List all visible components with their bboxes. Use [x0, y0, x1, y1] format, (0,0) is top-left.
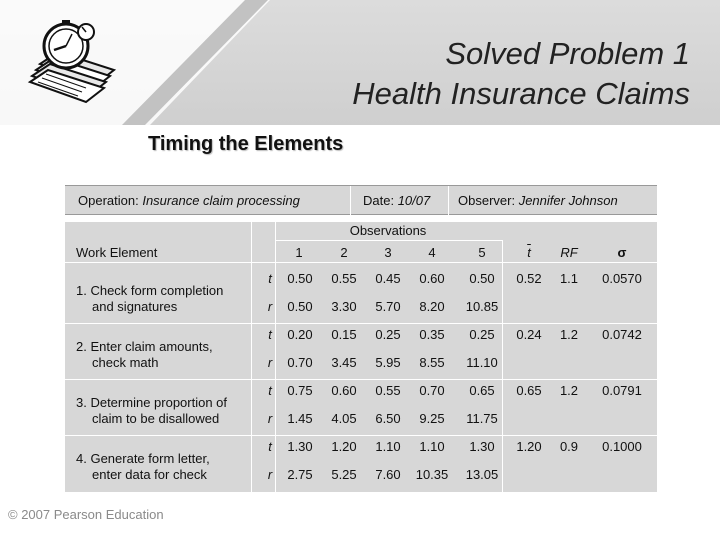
sigma-cell: 0.0742 [602, 327, 642, 342]
time-row-label: t [268, 383, 272, 398]
operation-value: Insurance claim processing [142, 193, 300, 208]
time-row-label: t [268, 439, 272, 454]
time-cell: 0.45 [375, 271, 401, 286]
work-element-label [76, 451, 210, 483]
row-divider [65, 379, 657, 380]
observer-label: Observer: [458, 193, 516, 208]
time-cell: 1.30 [469, 439, 495, 454]
work-element-header: Work Element [76, 245, 158, 260]
operation-field [78, 186, 300, 216]
time-cell: 0.35 [419, 327, 445, 342]
sigma-cell: 0.0570 [602, 271, 642, 286]
reading-cell: 1.45 [287, 411, 313, 426]
reading-cell: 9.25 [419, 411, 445, 426]
reading-row-label: r [267, 411, 273, 426]
work-element-label-line-1: 2. Enter claim amounts, [76, 339, 213, 354]
reading-cell: 5.25 [331, 467, 357, 482]
divider [350, 186, 351, 216]
rf-cell: 1.2 [559, 327, 579, 342]
time-cell: 0.25 [469, 327, 495, 342]
page-title [190, 34, 690, 114]
tbar-cell: 0.65 [516, 383, 542, 398]
time-cell: 1.10 [375, 439, 401, 454]
work-element-label-line-2: enter data for check [92, 467, 207, 482]
observer-value: Jennifer Johnson [518, 193, 618, 208]
work-element-label-line-2: check math [92, 355, 159, 370]
observations-header: Observations [349, 223, 427, 238]
divider [448, 186, 449, 216]
reading-cell: 10.85 [465, 299, 499, 314]
time-cell: 0.50 [469, 271, 495, 286]
reading-row-label: r [267, 467, 273, 482]
row-divider [65, 323, 657, 324]
time-cell: 0.60 [331, 383, 357, 398]
reading-cell: 2.75 [287, 467, 313, 482]
date-value: 10/07 [397, 193, 431, 208]
reading-cell: 0.50 [287, 299, 313, 314]
row-divider [275, 240, 502, 241]
obs-col-1-header: 1 [295, 245, 303, 260]
tbar-cell: 1.20 [516, 439, 542, 454]
reading-cell: 7.60 [375, 467, 401, 482]
reading-cell: 5.95 [375, 355, 401, 370]
time-cell: 0.75 [287, 383, 313, 398]
reading-cell: 11.75 [466, 411, 498, 426]
sigma-header: σ [617, 245, 627, 260]
rf-cell: 0.9 [559, 439, 579, 454]
work-element-label-line-1: 1. Check form completion [76, 283, 224, 298]
date-label: Date: [363, 193, 395, 208]
time-cell: 0.70 [419, 383, 445, 398]
work-element-label [76, 339, 213, 371]
time-cell: 1.30 [287, 439, 313, 454]
reading-cell: 11.10 [466, 355, 498, 370]
tbar-cell: 0.24 [516, 327, 542, 342]
time-row-label: t [268, 327, 272, 342]
operation-info-bar [65, 185, 657, 215]
rf-cell: 1.1 [559, 271, 579, 286]
reading-row-label: r [267, 355, 273, 370]
reading-cell: 10.35 [415, 467, 449, 482]
work-element-label-line-1: 4. Generate form letter, [76, 451, 210, 466]
time-cell: 0.50 [287, 271, 313, 286]
reading-cell: 8.55 [419, 355, 445, 370]
obs-col-2-header: 2 [340, 245, 348, 260]
time-cell: 0.60 [419, 271, 445, 286]
time-cell: 1.10 [419, 439, 445, 454]
time-cell: 0.15 [331, 327, 357, 342]
reading-cell: 3.30 [331, 299, 357, 314]
observer-field [458, 186, 618, 216]
row-divider [65, 262, 657, 263]
reading-cell: 8.20 [419, 299, 445, 314]
time-cell: 0.55 [331, 271, 357, 286]
title-line-1: Solved Problem 1 [445, 36, 690, 71]
time-cell: 0.65 [469, 383, 495, 398]
work-element-label-line-2: and signatures [92, 299, 178, 314]
reading-cell: 6.50 [375, 411, 401, 426]
row-divider [65, 435, 657, 436]
obs-col-3-header: 3 [384, 245, 392, 260]
reading-row-label: r [267, 299, 273, 314]
reading-cell: 4.05 [331, 411, 357, 426]
obs-col-4-header: 4 [428, 245, 436, 260]
stopwatch-papers-icon [18, 12, 128, 112]
rf-header: RF [560, 245, 578, 260]
title-line-2: Health Insurance Claims [352, 76, 690, 111]
reading-cell: 3.45 [331, 355, 357, 370]
time-cell: 0.25 [375, 327, 401, 342]
rf-cell: 1.2 [559, 383, 579, 398]
work-element-label-line-2: claim to be disallowed [92, 411, 220, 426]
page-subtitle: Timing the Elements [148, 133, 344, 155]
sigma-cell: 0.0791 [602, 383, 642, 398]
sigma-cell: 0.1000 [602, 439, 642, 454]
time-cell: 1.20 [331, 439, 357, 454]
work-element-label [76, 395, 227, 427]
obs-col-5-header: 5 [478, 245, 486, 260]
tbar-cell: 0.52 [516, 271, 542, 286]
tbar-header: $\overline{t}$ [527, 245, 531, 260]
reading-cell: 13.05 [465, 467, 499, 482]
copyright-footer: © 2007 Pearson Education [8, 507, 164, 522]
reading-cell: 5.70 [375, 299, 401, 314]
operation-label: Operation: [78, 193, 139, 208]
work-element-label [76, 283, 223, 315]
time-cell: 0.55 [375, 383, 401, 398]
time-row-label: t [268, 271, 272, 286]
date-field [363, 186, 430, 216]
reading-cell: 0.70 [287, 355, 313, 370]
work-element-label-line-1: 3. Determine proportion of [76, 395, 228, 410]
time-cell: 0.20 [287, 327, 313, 342]
